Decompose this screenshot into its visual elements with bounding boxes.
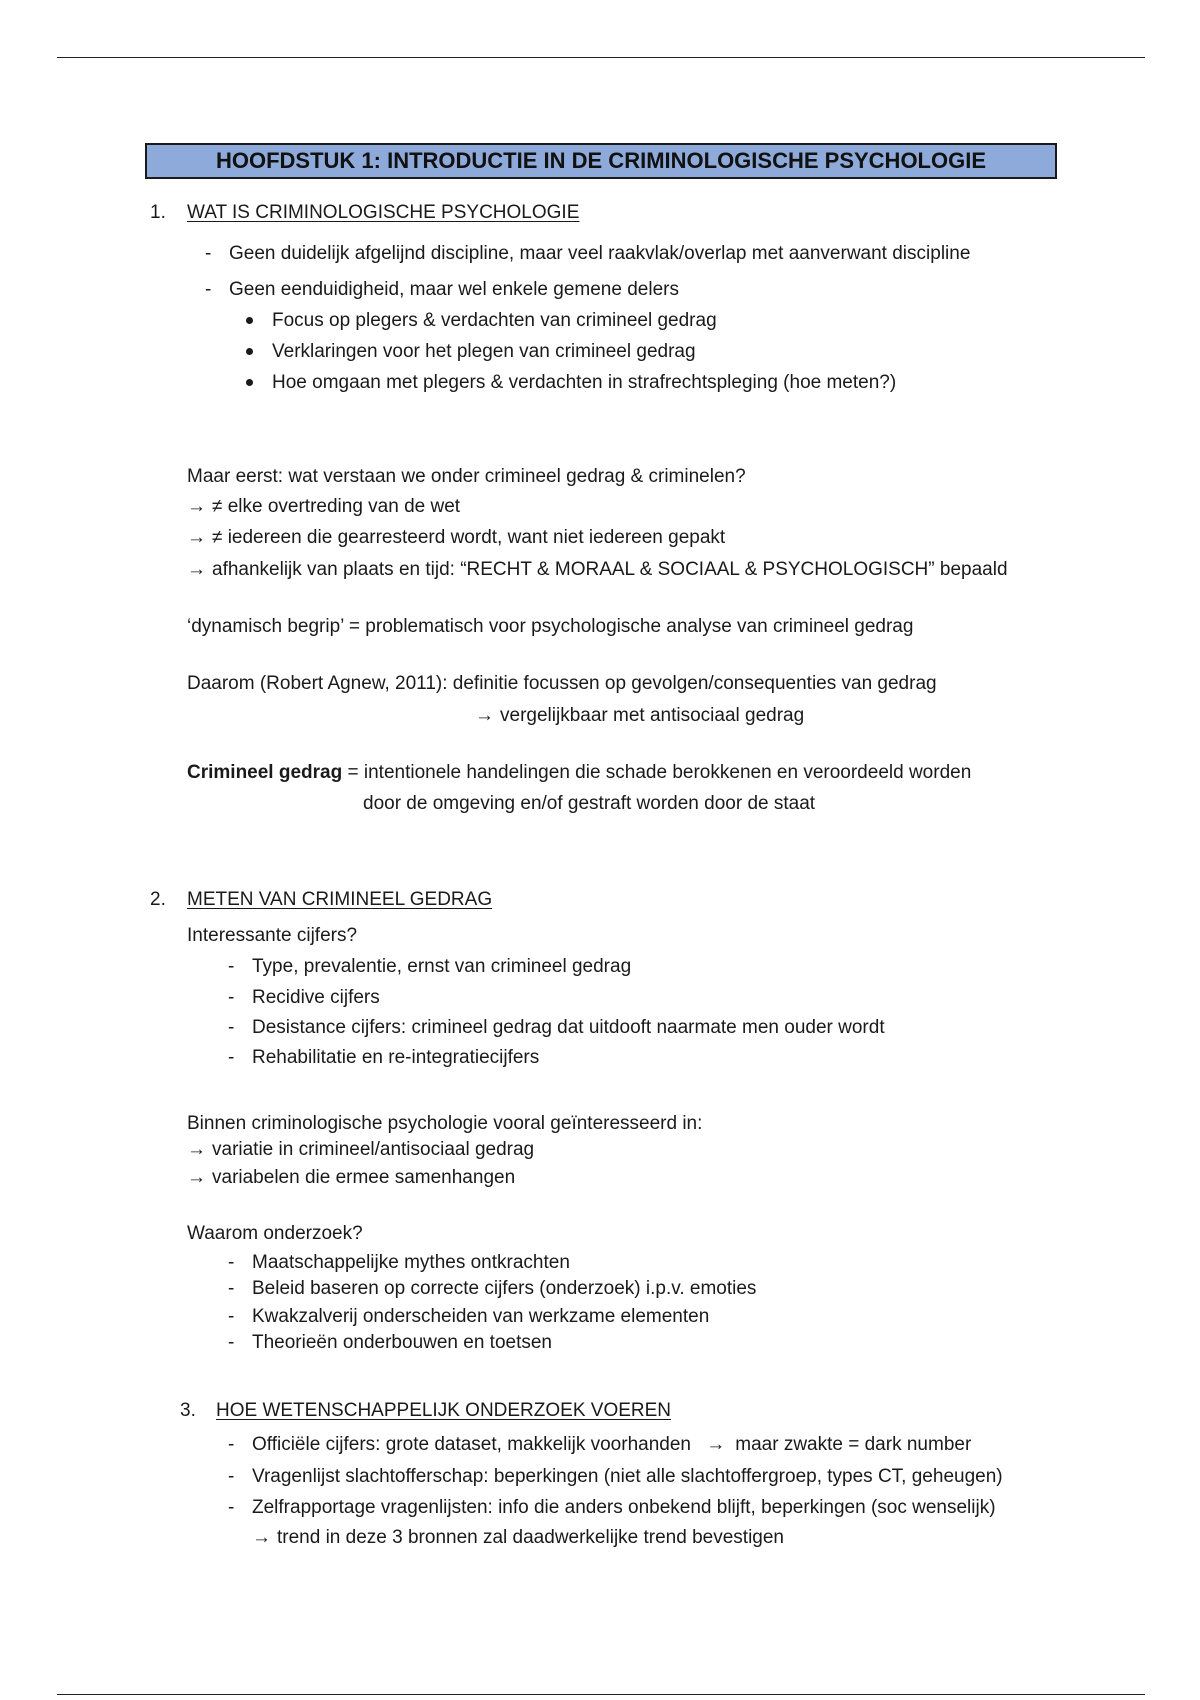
section2-item: - Desistance cijfers: crimineel gedrag dat uitdooft naarmate men ouder wordt	[252, 1016, 885, 1040]
arrow-line-text: afhankelijk van plaats en tijd: “RECHT & MORAAL & SOCIAAL & PSYCHOLOGISCH” bepaald	[212, 559, 1008, 580]
arrow-line-text: variabelen die ermee samenhangen	[212, 1167, 516, 1188]
arrow-right-icon: →	[252, 1527, 271, 1548]
bullet-icon	[246, 379, 253, 386]
interest-arrow-line	[187, 1166, 515, 1190]
why-item: - Theorieën onderbouwen en toetsen	[252, 1331, 552, 1355]
section3-item: - Zelfrapportage vragenlijsten: info die anders onbekend blijft, beperkingen (soc wenselijk)	[252, 1496, 996, 1520]
arrow-right-icon: →	[187, 1167, 206, 1188]
section1-dash-item: - Geen eenduidigheid, maar wel enkele gemene delers	[229, 278, 679, 302]
section2-item: - Recidive cijfers	[252, 986, 380, 1010]
section1-dash-item: - Geen duidelijk afgelijnd discipline, maar veel raakvlak/overlap met aanverwant discipline	[229, 242, 970, 266]
why-research-text: Waarom onderzoek?	[187, 1223, 363, 1244]
arrow-line-text: vergelijkbaar met antisociaal gedrag	[500, 705, 805, 726]
dynamic-concept-text: ‘dynamisch begrip’ = problematisch voor psychologische analyse van crimineel gedrag	[187, 616, 914, 637]
section1-arrow-line	[187, 558, 1008, 582]
arrow-right-icon: →	[187, 496, 206, 517]
definition-continuation: door de omgeving en/of gestraft worden door de staat	[363, 793, 816, 814]
section1-bullet: Focus op plegers & verdachten van crimineel gedrag	[272, 310, 717, 331]
section1-bullet: Hoe omgaan met plegers & verdachten in strafrechtspleging (hoe meten?)	[272, 372, 897, 393]
arrow-right-icon: →	[187, 527, 206, 548]
section3-title: HOE WETENSCHAPPELIJK ONDERZOEK VOEREN	[216, 1400, 672, 1421]
arrow-line-text: variatie in crimineel/antisociaal gedrag	[212, 1139, 535, 1160]
arrow-right-icon: →	[187, 559, 206, 580]
why-item: - Kwakzalverij onderscheiden van werkzame elementen	[252, 1305, 709, 1329]
section1-arrow-line	[187, 526, 725, 550]
section3-item	[252, 1433, 971, 1457]
why-item: - Beleid baseren op correcte cijfers (onderzoek) i.p.v. emoties	[252, 1277, 756, 1301]
why-item: - Maatschappelijke mythes ontkrachten	[252, 1251, 570, 1275]
definition-term: Crimineel gedrag	[187, 762, 343, 783]
conclusion-text: trend in deze 3 bronnen zal daadwerkelijke trend bevestigen	[277, 1527, 784, 1548]
section1-title: WAT IS CRIMINOLOGISCHE PSYCHOLOGIE	[187, 202, 580, 223]
arrow-right-icon: →	[187, 1139, 206, 1160]
definition-line	[187, 761, 971, 785]
interest-arrow-line	[187, 1138, 534, 1162]
section2-item: - Rehabilitatie en re-integratiecijfers	[252, 1046, 539, 1070]
item-text: maar zwakte = dark number	[735, 1434, 972, 1455]
arrow-line-text: ≠ elke overtreding van de wet	[212, 496, 461, 517]
interest-text: Binnen criminologische psychologie vooral geïnteresseerd in:	[187, 1113, 703, 1134]
section2-intro: Interessante cijfers?	[187, 925, 358, 946]
bullet-icon	[246, 348, 253, 355]
section2-item: - Type, prevalentie, ernst van crimineel gedrag	[252, 955, 631, 979]
bullet-icon	[246, 317, 253, 324]
section3-item: - Vragenlijst slachtofferschap: beperkingen (niet alle slachtoffergroep, types CT, geheugen)	[252, 1465, 1003, 1489]
daarom-text: Daarom (Robert Agnew, 2011): definitie focussen op gevolgen/consequenties van gedrag	[187, 673, 937, 694]
section3-conclusion	[252, 1526, 784, 1550]
section1-question: Maar eerst: wat verstaan we onder crimineel gedrag & criminelen?	[187, 466, 746, 487]
arrow-right-icon: →	[475, 705, 494, 726]
section1-bullet: Verklaringen voor het plegen van crimineel gedrag	[272, 341, 696, 362]
footer-rule	[57, 1694, 1145, 1695]
chapter-title: HOOFDSTUK 1: INTRODUCTIE IN DE CRIMINOLOGISCHE PSYCHOLOGIE	[145, 143, 1057, 179]
section2-number: 2.	[150, 889, 166, 910]
section1-arrow-line	[187, 495, 460, 519]
header-rule	[57, 57, 1145, 58]
section2-title: METEN VAN CRIMINEEL GEDRAG	[187, 889, 493, 910]
daarom-arrow-line	[475, 704, 804, 728]
section3-number: 3.	[180, 1400, 196, 1421]
arrow-line-text: ≠ iedereen die gearresteerd wordt, want niet iedereen gepakt	[212, 527, 726, 548]
item-text: Officiële cijfers: grote dataset, makkelijk voorhanden	[252, 1434, 691, 1455]
definition-text: = intentionele handelingen die schade berokkenen en veroordeeld worden	[342, 762, 972, 783]
section1-number: 1.	[150, 202, 166, 223]
arrow-right-icon: →	[706, 1434, 726, 1455]
